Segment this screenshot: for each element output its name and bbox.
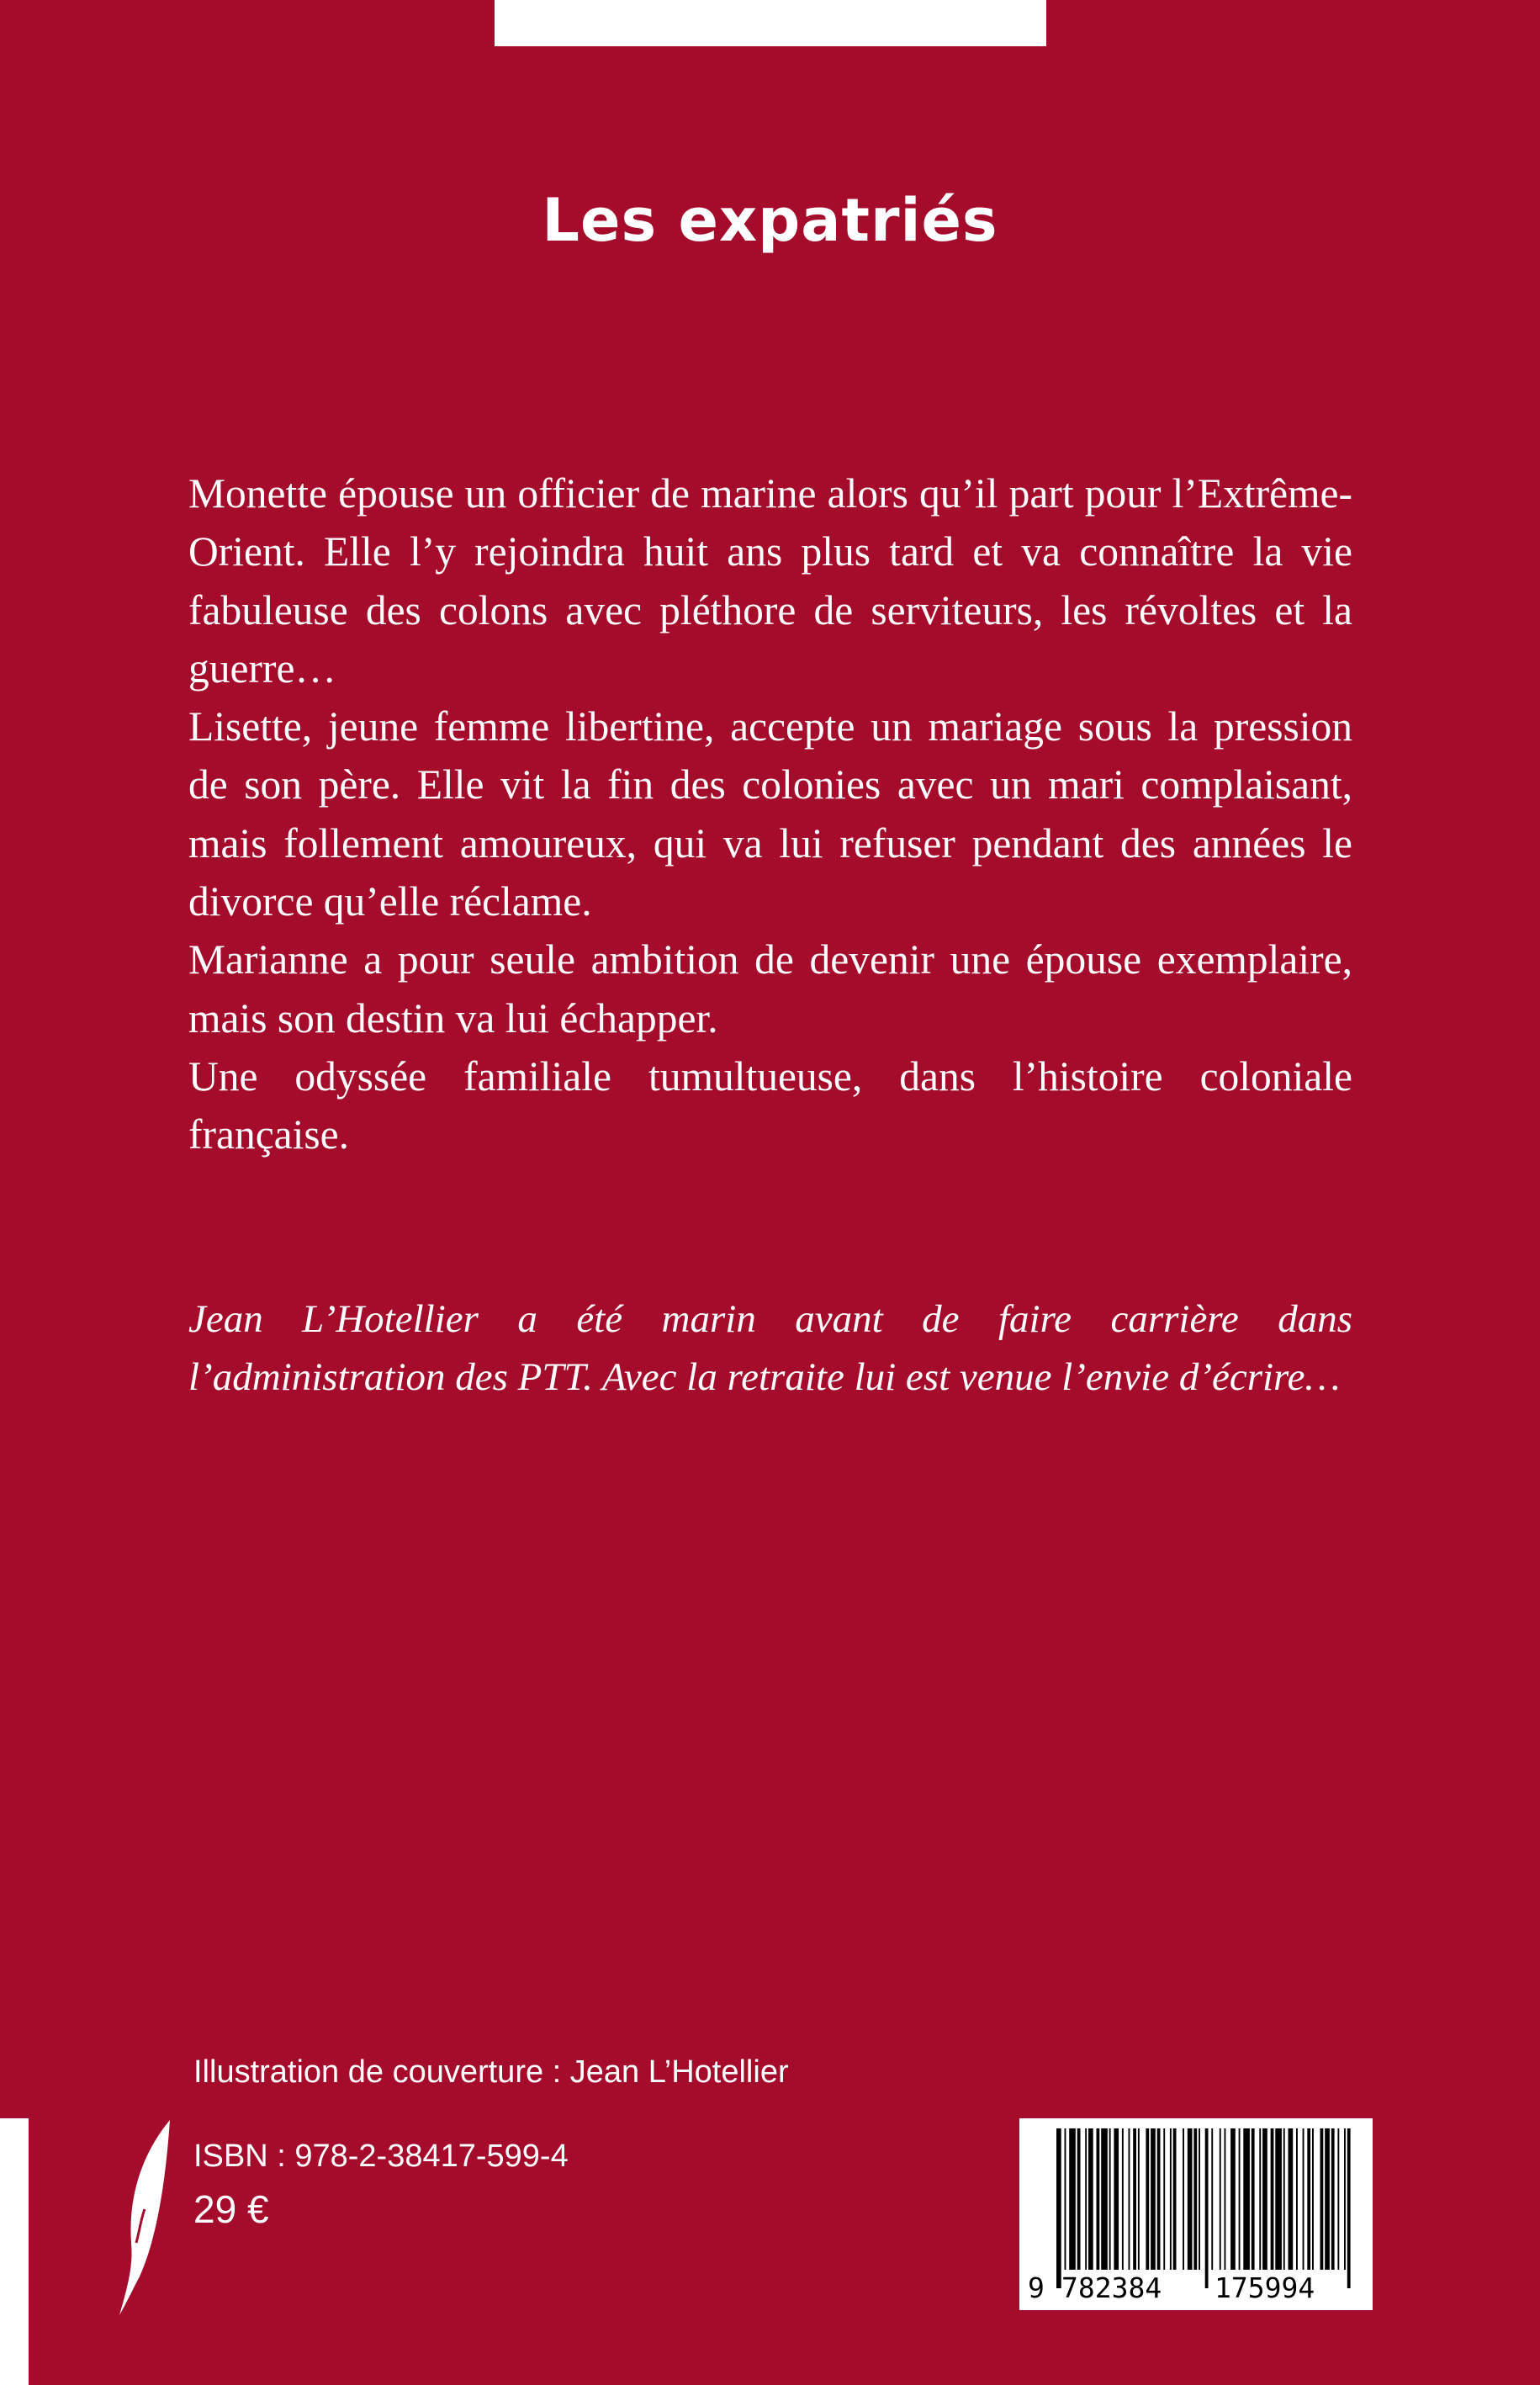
summary-paragraph: Marianne a pour seule ambition de devenir une épouse exemplaire, mais son destin va lui échapper. [188, 936, 1352, 1041]
barcode-bar [1163, 2128, 1165, 2270]
book-summary [188, 464, 1352, 1164]
barcode-bar [1271, 2128, 1274, 2270]
barcode-bar [1097, 2128, 1100, 2270]
barcode-bar [1101, 2128, 1108, 2270]
barcode-bar [1077, 2128, 1081, 2270]
barcode-bar [1307, 2128, 1310, 2270]
barcode-bar [1320, 2128, 1324, 2270]
barcode-bar [1296, 2128, 1298, 2270]
barcode-bar [1211, 2128, 1213, 2270]
barcode-bar [1138, 2128, 1140, 2270]
barcode-bar [1056, 2128, 1061, 2288]
barcode-bar [1275, 2128, 1282, 2270]
barcode-bar [1170, 2128, 1172, 2270]
barcode-left-group: 782384 [1061, 2271, 1162, 2304]
barcode-bar [1109, 2128, 1111, 2270]
barcode-bar [1114, 2128, 1119, 2270]
barcode-bar [1243, 2128, 1250, 2270]
cover-credit: Illustration de couverture : Jean L’Hotellier [193, 2054, 789, 2090]
barcode-bar [1283, 2128, 1285, 2270]
barcode-bar [1088, 2128, 1093, 2270]
barcode-bar [1312, 2128, 1314, 2270]
barcode-bar [1183, 2128, 1184, 2270]
price: 29 € [193, 2187, 269, 2231]
isbn: ISBN : 978-2-38417-599-4 [193, 2139, 569, 2174]
barcode-bar [1069, 2128, 1076, 2270]
barcode-digits [1019, 2270, 1373, 2307]
barcode [1019, 2118, 1373, 2310]
barcode-bar [1225, 2128, 1226, 2270]
barcode-bar [1205, 2128, 1209, 2288]
barcode-bar [1146, 2128, 1149, 2270]
barcode-bar [1129, 2128, 1130, 2270]
barcode-bar [1230, 2128, 1236, 2270]
barcode-bar [1220, 2128, 1221, 2270]
author-bio: Jean L’Hotellier a été marin avant de faire carrière dans l’administration des PTT. Avec la retraite lui est venue l’envie d’écrire… [188, 1297, 1352, 1399]
barcode-bar [1252, 2128, 1255, 2270]
barcode-bar [1157, 2128, 1161, 2270]
barcode-bar [1337, 2128, 1339, 2270]
barcode-bar [1325, 2128, 1330, 2270]
barcode-bar [1065, 2128, 1066, 2270]
barcode-bar [1303, 2128, 1305, 2270]
summary-paragraph: Lisette, jeune femme libertine, accepte un mariage sous la pression de son père. Elle vit la fin des colonies avec un mari complaisant, mais follement amoureux, qui va lui refuser pendant des années le divorce qu’elle réclame. [188, 703, 1352, 925]
left-white-strip [0, 2118, 29, 2385]
barcode-bar [1173, 2128, 1177, 2270]
barcode-bar [1193, 2128, 1197, 2270]
top-white-tab [495, 0, 1046, 46]
barcode-bar [1331, 2128, 1335, 2270]
barcode-bar [1133, 2128, 1136, 2270]
barcode-bar [1199, 2128, 1200, 2270]
barcode-right-group: 175994 [1215, 2271, 1315, 2304]
book-title: Les expatriés [542, 186, 998, 255]
barcode-bar [1085, 2128, 1087, 2270]
barcode-bar [1122, 2128, 1124, 2270]
summary-paragraph: Une odyssée familiale tumultueuse, dans l’histoire coloniale française. [188, 1052, 1352, 1158]
barcode-bar [1289, 2128, 1294, 2270]
barcode-bar [1151, 2128, 1156, 2270]
barcode-bar [1347, 2128, 1351, 2288]
barcode-bar [1188, 2128, 1193, 2270]
barcode-bar [1239, 2128, 1241, 2270]
barcode-bar [1344, 2128, 1346, 2270]
summary-paragraph: Monette épouse un officier de marine alors qu’il part pour l’Extrême-Orient. Elle l’y rejoindra huit ans plus tard et va connaître la vie fabuleuse des colons avec pléthore de serviteurs, les révoltes et la guerre… [188, 470, 1352, 692]
barcode-lead-digit: 9 [1028, 2271, 1045, 2304]
barcode-bar [1262, 2128, 1267, 2270]
barcode-bar [1259, 2128, 1261, 2270]
feather-icon [111, 2117, 178, 2319]
